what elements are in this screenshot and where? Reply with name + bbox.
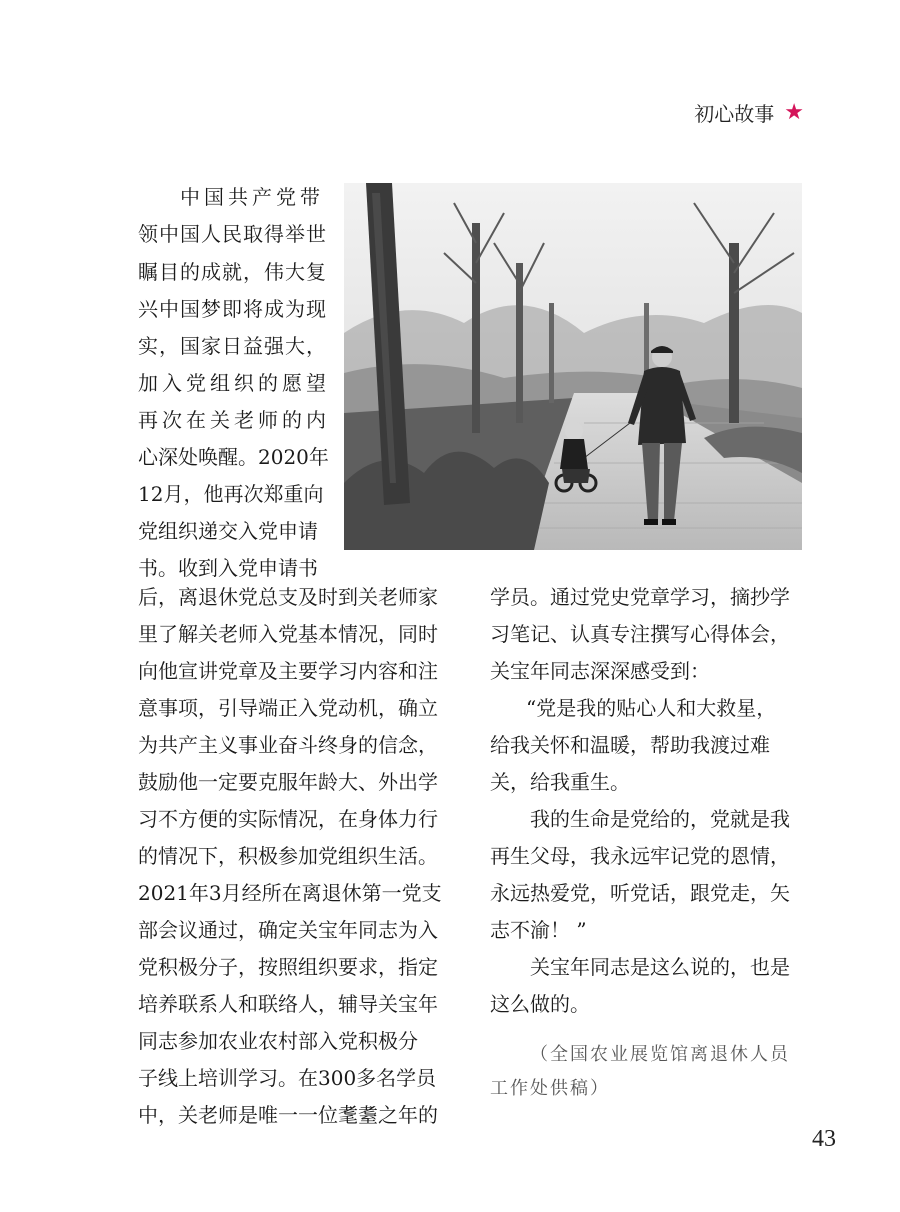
body-line: 兴中国梦即将成为现 xyxy=(138,297,327,321)
body-line: 领中国人民取得举世 xyxy=(138,222,327,246)
body-line: 鼓励他一定要克服年龄大、外出学 xyxy=(138,770,438,794)
body-line: 加入党组织的愿望 xyxy=(138,371,330,395)
body-line: 党组织递交入党申请 xyxy=(138,519,318,543)
credit-line: （全国农业展览馆离退休人员 xyxy=(530,1044,790,1065)
body-line: 的情况下，积极参加党组织生活。 xyxy=(138,844,438,868)
quote-line: “党是我的贴心人和大救星， xyxy=(526,696,777,720)
body-line: 心深处唤醒。2020年 xyxy=(138,445,329,469)
quote-line: 志不渝！ ” xyxy=(490,918,587,942)
body-line: 12月，他再次郑重向 xyxy=(138,482,324,506)
body-line: 党积极分子，按照组织要求，指定 xyxy=(138,955,438,979)
park-photo xyxy=(344,183,802,550)
body-line: 习笔记、认真专注撰写心得体会， xyxy=(490,622,790,646)
page-header xyxy=(694,98,804,127)
body-line: 瞩目的成就，伟大复 xyxy=(138,260,327,284)
body-line: 2021年3月经所在离退休第一党支 xyxy=(138,881,442,905)
body-line: 习不方便的实际情况，在身体力行 xyxy=(138,807,438,831)
body-line: 意事项，引导端正入党动机，确立 xyxy=(138,696,438,720)
star-icon: ★ xyxy=(784,99,804,125)
body-line: 书。收到入党申请书 xyxy=(138,556,318,580)
quote-line: 给我关怀和温暖，帮助我渡过难 xyxy=(490,733,770,757)
body-line: 中，关老师是唯一一位耄耋之年的 xyxy=(138,1103,438,1127)
body-line: 学员。通过党史党章学习，摘抄学 xyxy=(490,585,790,609)
body-line: 关宝年同志深深感受到： xyxy=(490,659,710,683)
quote-line: 关，给我重生。 xyxy=(490,770,630,794)
body-line: 同志参加农业农村部入党积极分 xyxy=(138,1029,418,1053)
body-line: 中国共产党带 xyxy=(180,185,324,209)
body-line: 后，离退休党总支及时到关老师家 xyxy=(138,585,438,609)
body-line: 实，国家日益强大， xyxy=(138,334,327,358)
credit-line: 工作处供稿） xyxy=(490,1078,610,1099)
body-line: 部会议通过，确定关宝年同志为入 xyxy=(138,918,438,942)
quote-line: 再生父母，我永远牢记党的恩情， xyxy=(490,844,790,868)
body-line: 为共产主义事业奋斗终身的信念， xyxy=(138,733,438,757)
body-line: 里了解关老师入党基本情况，同时 xyxy=(138,622,438,646)
quote-line: 永远热爱党，听党话，跟党走，矢 xyxy=(490,881,790,905)
section-title: 初心故事 xyxy=(694,102,775,126)
body-line: 这么做的。 xyxy=(490,992,590,1016)
body-line: 子线上培训学习。在300多名学员 xyxy=(138,1066,437,1090)
body-line: 关宝年同志是这么说的，也是 xyxy=(530,955,790,979)
body-line: 再次在关老师的内 xyxy=(138,408,330,432)
body-line: 培养联系人和联络人，辅导关宝年 xyxy=(138,992,438,1016)
quote-line: 我的生命是党给的，党就是我 xyxy=(530,807,790,831)
body-line: 向他宣讲党章及主要学习内容和注 xyxy=(138,659,438,683)
page-number: 43 xyxy=(812,1126,836,1152)
